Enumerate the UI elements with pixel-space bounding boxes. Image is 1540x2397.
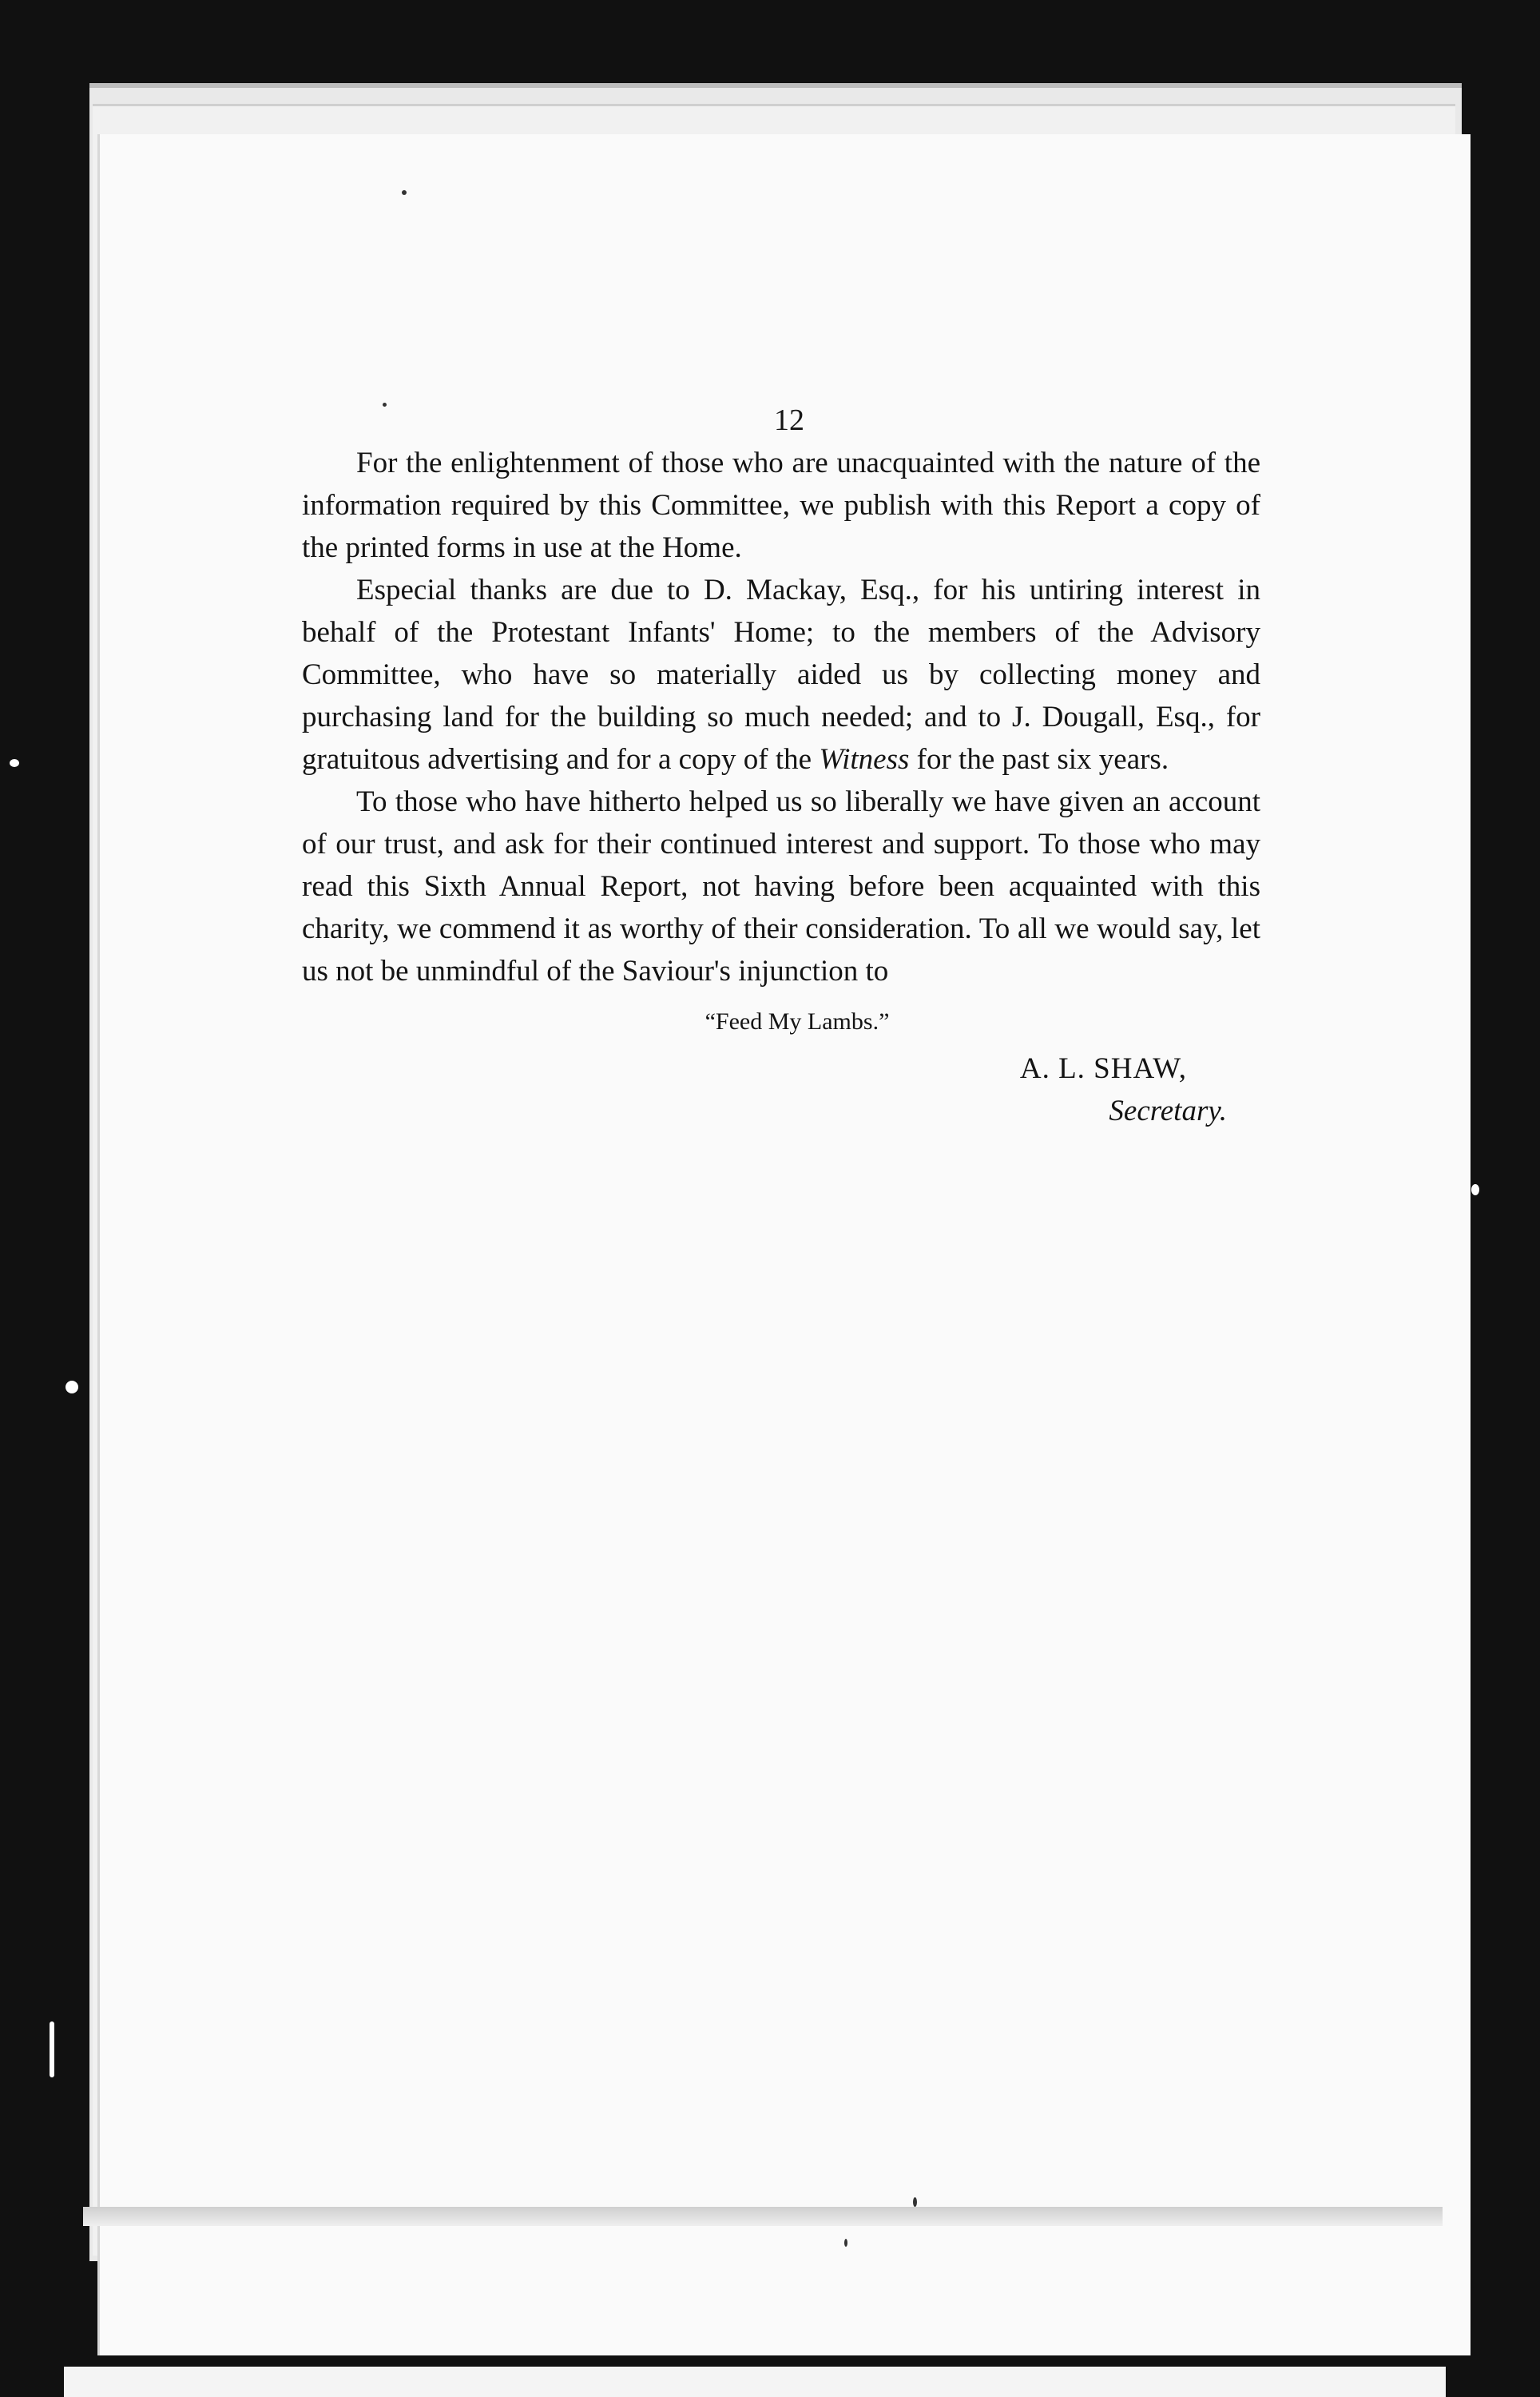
paragraph-thanks-text: Especial thanks are due to D. Mackay, Esq., for his untiring interest in behalf of the Protestant Infants' Home; to the members of the Advisory Committee, who have so materially aided us by collecting money and purchasing land for the building so much needed; and to J. Dougall, Esq., for gratuitous advertising and for a copy of the xyxy=(302,574,1260,776)
dust-speck xyxy=(844,2239,847,2247)
paragraph-support: To those who have hitherto helped us so liberally we have given an account of our trust, and ask for their continued interest and support. To those who may read this Sixth Annual Report, not having before been acquainted with this charity, we commend it as worthy of their consideration. To all we would say, let us not be unmindful of the Saviour's injunction to xyxy=(302,785,1260,988)
dust-speck xyxy=(402,190,407,195)
paragraph-thanks-tail: for the past six years. xyxy=(916,743,1169,776)
motto: “Feed My Lambs.” xyxy=(705,1008,890,1035)
body-paragraphs xyxy=(302,442,1260,1132)
dust-speck xyxy=(1471,1184,1479,1195)
page-bottom-edge xyxy=(83,2207,1443,2226)
paragraph-thanks xyxy=(302,569,1260,781)
witness-title: Witness xyxy=(819,743,910,776)
dust-speck xyxy=(913,2197,917,2207)
dust-speck xyxy=(50,2021,54,2077)
signature-name: A. L. SHAW, xyxy=(1019,1052,1187,1085)
scan-strip xyxy=(64,2367,1446,2397)
page-number: 12 xyxy=(774,403,804,437)
dust-speck xyxy=(10,759,19,767)
paragraph-enlightenment: For the enlightenment of those who are unacquainted with the nature of the information required by this Committee, we publish with this Report a copy of the printed forms in use at the Home. xyxy=(302,447,1260,564)
signature-title: Secretary. xyxy=(1109,1095,1227,1127)
dust-speck xyxy=(65,1381,78,1393)
